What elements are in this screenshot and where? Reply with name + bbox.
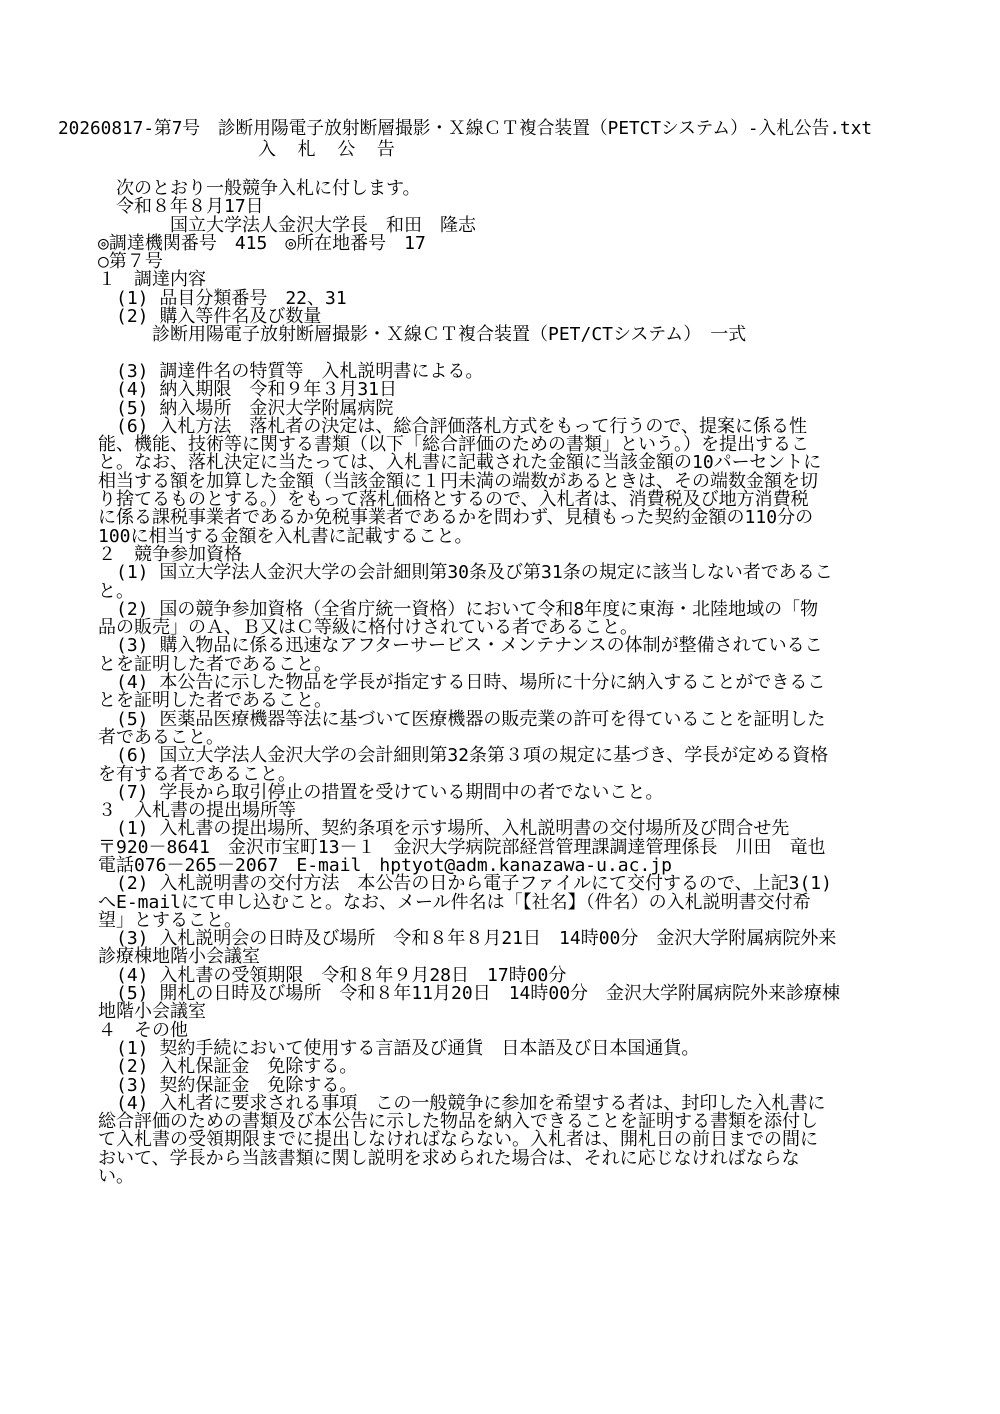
text-line: (1) 国立大学法人金沢大学の会計細則第30条及び第31条の規定に該当しない者であるこ (98, 562, 833, 584)
file-name-header: 20260817-第7号 診断用陽電子放射断層撮影・Ｘ線ＣＴ複合装置（PETCTシステム）-入札公告.txt (58, 118, 873, 139)
notice-body (98, 180, 906, 1186)
text-line: 地階小会議室 (98, 1001, 206, 1023)
text-line: (6) 国立大学法人金沢大学の会計細則第32条第３項の規定に基づき、学長が定める資格 (98, 745, 829, 767)
text-line: ４ その他 (98, 1019, 188, 1041)
text-line: ◎調達機関番号 415 ◎所在地番号 17 (98, 232, 426, 254)
text-line: 令和８年８月17日 (98, 196, 264, 218)
text-line: 品の販売」のＡ、Ｂ又はＣ等級に格付けされている者であること。 (98, 617, 638, 639)
text-line: 次のとおり一般競争入札に付します。 (98, 178, 421, 199)
text-line: (7) 学長から取引停止の措置を受けている期間中の者でないこと。 (98, 781, 664, 803)
text-line: て入札書の受領期限までに提出しなければならない。入札者は、開札日の前日までの間に (98, 1129, 818, 1151)
text-line: (3) 入札説明会の日時及び場所 令和８年８月21日 14時00分 金沢大学附属病院外来 (98, 928, 837, 950)
text-line: い。 (98, 1166, 134, 1188)
text-line: り捨てるものとする。）をもって落札価格とするので、入札者は、消費税及び地方消費税 (98, 489, 809, 511)
text-line: (1) 入札書の提出場所、契約条項を示す場所、入札説明書の交付場所及び問合せ先 (98, 818, 790, 840)
text-line: １ 調達内容 (98, 269, 206, 291)
text-line: (5) 医薬品医療機器等法に基づいて医療機器の販売業の許可を得ていることを証明した (98, 708, 826, 730)
text-line: (4) 納入期限 令和９年３月31日 (98, 379, 398, 401)
text-line: 望」とすること。 (98, 909, 242, 931)
text-line: (2) 入札説明書の交付方法 本公告の日から電子ファイルにて交付するので、上記3(1) (98, 873, 832, 895)
text-line: (2) 国の競争参加資格（全省庁統一資格）において令和8年度に東海・北陸地域の「物 (98, 598, 819, 620)
text-line: (2) 入札保証金 免除する。 (98, 1056, 358, 1078)
text-line: 者であること。 (98, 726, 224, 748)
text-line: 国立大学法人金沢大学長 和田 隆志 (98, 214, 476, 236)
text-line: ３ 入札書の提出場所等 (98, 800, 296, 822)
text-line: 100に相当する金額を入札書に記載すること。 (98, 525, 473, 547)
text-line: ○第７号 (98, 251, 163, 273)
text-line: へE-mailにて申し込むこと。なお、メール件名は「【社名】（件名）の入札説明書交付希 (98, 891, 811, 913)
text-line: (4) 本公告に示した物品を学長が指定する日時、場所に十分に納入することができるこ (98, 672, 826, 694)
text-line: おいて、学長から当該書類に関し説明を求められた場合は、それに応じなければならな (98, 1147, 800, 1169)
text-line: (1) 契約手続において使用する言語及び通貨 日本語及び日本国通貨。 (98, 1037, 700, 1059)
text-line: (5) 開札の日時及び場所 令和８年11月20日 14時00分 金沢大学附属病院外来診療棟 (98, 983, 841, 1005)
text-line: とを証明した者であること。 (98, 653, 332, 675)
text-line: (3) 購入物品に係る迅速なアフターサービス・メンテナンスの体制が整備されているこ (98, 635, 823, 657)
text-line: に係る課税事業者であるか免税事業者であるかを問わず、見積もった契約金額の110分の (98, 507, 814, 529)
text-line: 相当する額を加算した金額（当該金額に１円未満の端数があるときは、その端数金額を切 (98, 470, 818, 492)
text-line: 能、機能、技術等に関する書類（以下「総合評価のための書類」という。）を提出するこ (98, 434, 809, 456)
text-line: 電話076－265－2067 E-mail hptyot@adm.kanazawa-u.ac.jp (98, 854, 672, 876)
notice-title: 入 札 公 告 (258, 139, 397, 160)
text-line: ２ 競争参加資格 (98, 543, 242, 565)
text-line: (6) 入札方法 落札者の決定は、総合評価落札方式をもって行うので、提案に係る性 (98, 415, 807, 437)
text-line: と。なお、落札決定に当たっては、入札書に記載された金額に当該金額の10パーセントに (98, 452, 822, 474)
text-line: 総合評価のための書類及び本公告に示した物品を納入できることを証明する書類を添付し (98, 1111, 818, 1133)
text-line: 診療棟地階小会議室 (98, 946, 260, 968)
text-line: (2) 購入等件名及び数量 (98, 306, 322, 328)
text-line: と。 (98, 580, 134, 602)
text-line: (1) 品目分類番号 22、31 (98, 287, 347, 309)
text-line: (4) 入札者に要求される事項 この一般競争に参加を希望する者は、封印した入札書に (98, 1092, 826, 1114)
text-line: (3) 契約保証金 免除する。 (98, 1074, 358, 1096)
text-line: 診断用陽電子放射断層撮影・Ｘ線ＣＴ複合装置（PET/CTシステム） 一式 (98, 324, 747, 346)
text-line: (4) 入札書の受領期限 令和８年９月28日 17時00分 (98, 964, 567, 986)
text-line: 〒920－8641 金沢市宝町13－１ 金沢大学病院部経営管理課調達管理係長 川田 竜也 (98, 836, 826, 858)
text-line: (3) 調達件名の特質等 入札説明書による。 (98, 360, 484, 382)
text-line: を有する者であること。 (98, 763, 296, 785)
text-line: (5) 納入場所 金沢大学附属病院 (98, 397, 394, 419)
text-line: とを証明した者であること。 (98, 690, 332, 712)
